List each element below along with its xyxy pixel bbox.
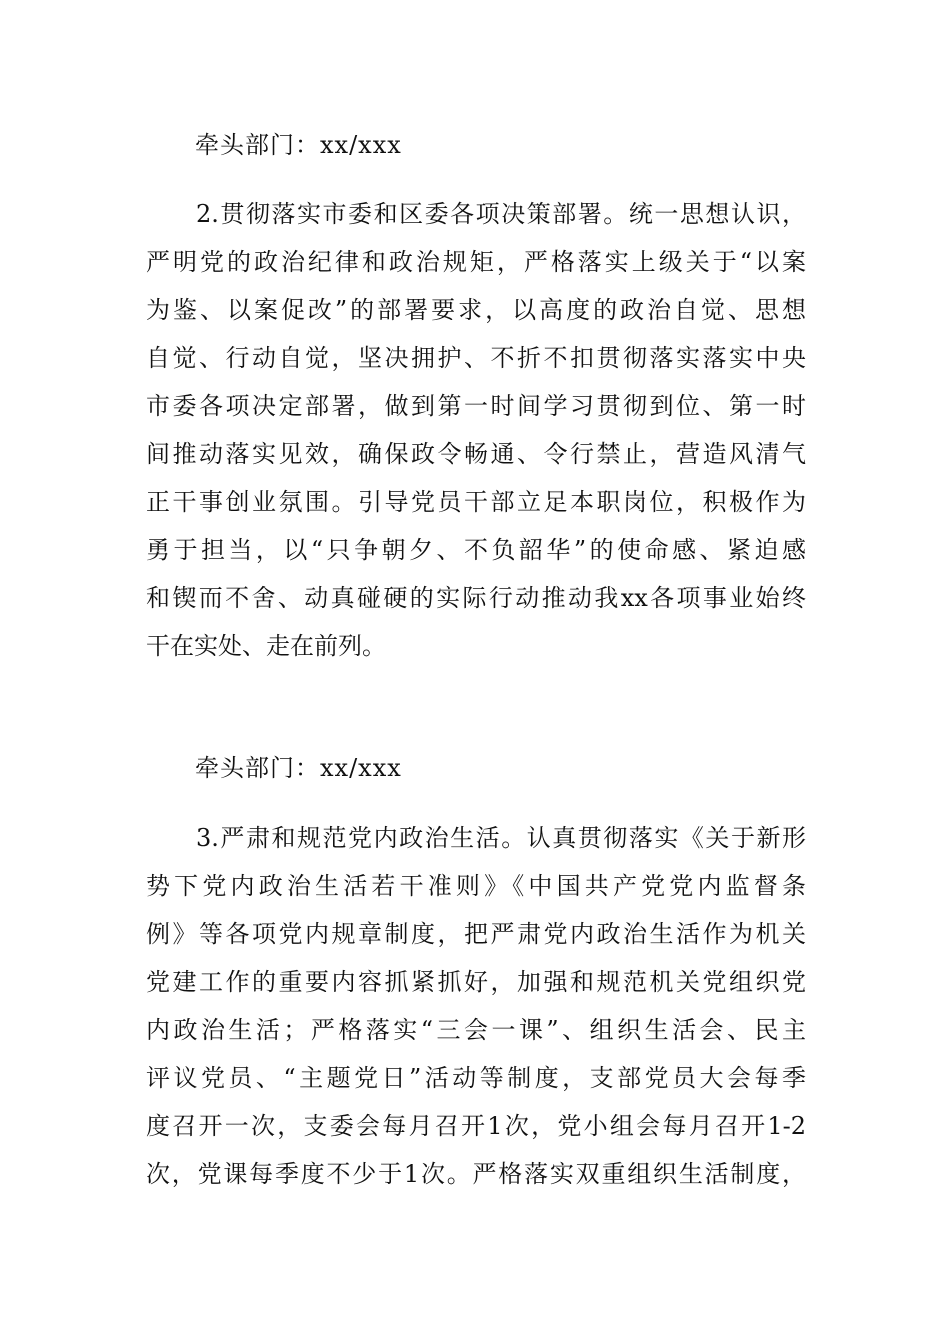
paragraph-line: 勇于担当，以“只争朝夕、不负韶华”的使命感、紧迫感 xyxy=(146,536,806,564)
paragraph-line: 自觉、行动自觉，坚决拥护、不折不扣贯彻落实落实中央 xyxy=(146,344,806,372)
lead-department-label: 牵头部门：xx/xxx xyxy=(195,754,402,782)
paragraph-line: 市委各项决定部署，做到第一时间学习贯彻到位、第一时 xyxy=(146,392,806,420)
paragraph-line: 3.严肃和规范党内政治生活。认真贯彻落实《关于新形 xyxy=(196,824,806,852)
paragraph-line: 和锲而不舍、动真碰硬的实际行动推动我xx各项事业始终 xyxy=(146,584,806,612)
paragraph-2 xyxy=(146,190,806,670)
lead-department-label: 牵头部门：xx/xxx xyxy=(195,131,402,159)
paragraph-3 xyxy=(146,814,806,1198)
paragraph-line: 严明党的政治纪律和政治规矩，严格落实上级关于“以案 xyxy=(146,248,806,276)
paragraph-line: 间推动落实见效，确保政令畅通、令行禁止，营造风清气 xyxy=(146,440,806,468)
paragraph-line: 为鉴、以案促改”的部署要求，以高度的政治自觉、思想 xyxy=(146,296,806,324)
paragraph-line: 内政治生活；严格落实“三会一课”、组织生活会、民主 xyxy=(146,1016,806,1044)
paragraph-line: 党建工作的重要内容抓紧抓好，加强和规范机关党组织党 xyxy=(146,968,806,996)
paragraph-line: 例》等各项党内规章制度，把严肃党内政治生活作为机关 xyxy=(146,920,806,948)
paragraph-line: 度召开一次，支委会每月召开1次，党小组会每月召开1-2 xyxy=(146,1112,806,1140)
paragraph-line: 干在实处、走在前列。 xyxy=(146,632,386,660)
paragraph-line: 势下党内政治生活若干准则》《中国共产党党内监督条 xyxy=(146,872,806,900)
paragraph-line: 2.贯彻落实市委和区委各项决策部署。统一思想认识， xyxy=(196,200,806,228)
paragraph-line: 正干事创业氛围。引导党员干部立足本职岗位，积极作为 xyxy=(146,488,806,516)
paragraph-line: 次，党课每季度不少于1次。严格落实双重组织生活制度， xyxy=(146,1160,806,1188)
paragraph-line: 评议党员、“主题党日”活动等制度，支部党员大会每季 xyxy=(146,1064,806,1092)
